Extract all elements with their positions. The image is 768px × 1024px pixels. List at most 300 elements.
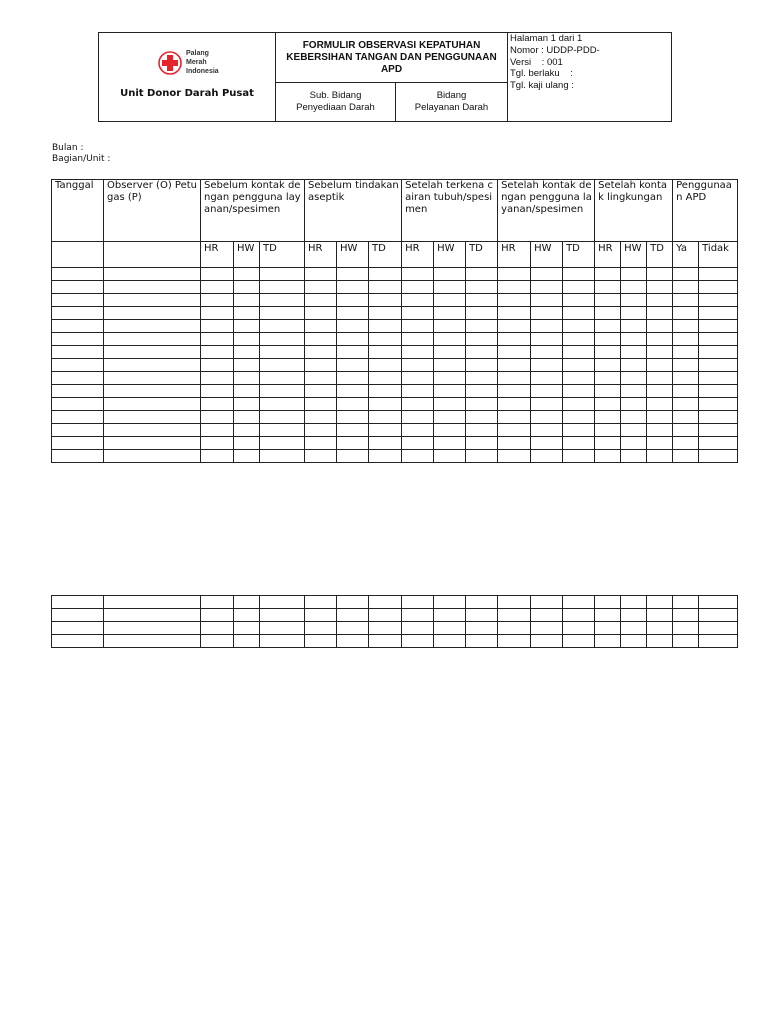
entry-cell[interactable] (260, 596, 305, 609)
entry-cell[interactable] (595, 622, 621, 635)
entry-cell[interactable] (595, 596, 621, 609)
entry-cell[interactable] (595, 450, 621, 463)
entry-cell[interactable] (305, 398, 337, 411)
entry-cell[interactable] (201, 281, 234, 294)
entry-cell[interactable] (498, 437, 531, 450)
entry-cell[interactable] (673, 385, 699, 398)
entry-cell[interactable] (234, 268, 260, 281)
entry-cell[interactable] (104, 307, 201, 320)
entry-cell[interactable] (498, 424, 531, 437)
entry-cell[interactable] (52, 437, 104, 450)
entry-cell[interactable] (466, 385, 498, 398)
entry-cell[interactable] (498, 320, 531, 333)
entry-cell[interactable] (595, 437, 621, 450)
entry-cell[interactable] (402, 450, 434, 463)
entry-cell[interactable] (52, 268, 104, 281)
entry-cell[interactable] (699, 622, 738, 635)
entry-cell[interactable] (621, 635, 647, 648)
entry-cell[interactable] (498, 294, 531, 307)
entry-cell[interactable] (647, 372, 673, 385)
entry-cell[interactable] (201, 294, 234, 307)
entry-cell[interactable] (104, 596, 201, 609)
entry-cell[interactable] (699, 437, 738, 450)
entry-cell[interactable] (434, 411, 466, 424)
entry-cell[interactable] (104, 635, 201, 648)
entry-cell[interactable] (531, 346, 563, 359)
entry-cell[interactable] (434, 424, 466, 437)
entry-cell[interactable] (337, 268, 369, 281)
entry-cell[interactable] (563, 596, 595, 609)
entry-cell[interactable] (531, 450, 563, 463)
entry-cell[interactable] (466, 307, 498, 320)
entry-cell[interactable] (673, 281, 699, 294)
entry-cell[interactable] (337, 281, 369, 294)
entry-cell[interactable] (647, 398, 673, 411)
entry-cell[interactable] (673, 359, 699, 372)
entry-cell[interactable] (234, 372, 260, 385)
entry-cell[interactable] (52, 372, 104, 385)
entry-cell[interactable] (337, 320, 369, 333)
entry-cell[interactable] (673, 424, 699, 437)
entry-cell[interactable] (104, 281, 201, 294)
entry-cell[interactable] (699, 346, 738, 359)
entry-cell[interactable] (260, 450, 305, 463)
entry-cell[interactable] (673, 450, 699, 463)
entry-cell[interactable] (595, 333, 621, 346)
entry-cell[interactable] (498, 450, 531, 463)
entry-cell[interactable] (621, 320, 647, 333)
entry-cell[interactable] (104, 372, 201, 385)
entry-cell[interactable] (498, 268, 531, 281)
entry-cell[interactable] (434, 372, 466, 385)
entry-cell[interactable] (52, 359, 104, 372)
entry-cell[interactable] (104, 294, 201, 307)
entry-cell[interactable] (498, 385, 531, 398)
entry-cell[interactable] (673, 635, 699, 648)
entry-cell[interactable] (699, 320, 738, 333)
entry-cell[interactable] (402, 294, 434, 307)
entry-cell[interactable] (369, 320, 402, 333)
entry-cell[interactable] (305, 268, 337, 281)
entry-cell[interactable] (337, 622, 369, 635)
entry-cell[interactable] (699, 635, 738, 648)
entry-cell[interactable] (369, 281, 402, 294)
entry-cell[interactable] (104, 622, 201, 635)
entry-cell[interactable] (337, 307, 369, 320)
entry-cell[interactable] (104, 385, 201, 398)
entry-cell[interactable] (402, 385, 434, 398)
entry-cell[interactable] (104, 411, 201, 424)
entry-cell[interactable] (52, 411, 104, 424)
entry-cell[interactable] (673, 294, 699, 307)
entry-cell[interactable] (104, 346, 201, 359)
entry-cell[interactable] (369, 622, 402, 635)
entry-cell[interactable] (647, 609, 673, 622)
entry-cell[interactable] (699, 268, 738, 281)
entry-cell[interactable] (201, 372, 234, 385)
entry-cell[interactable] (498, 307, 531, 320)
entry-cell[interactable] (563, 411, 595, 424)
entry-cell[interactable] (531, 622, 563, 635)
entry-cell[interactable] (305, 307, 337, 320)
entry-cell[interactable] (673, 320, 699, 333)
entry-cell[interactable] (234, 346, 260, 359)
entry-cell[interactable] (369, 372, 402, 385)
entry-cell[interactable] (621, 372, 647, 385)
entry-cell[interactable] (234, 437, 260, 450)
entry-cell[interactable] (369, 307, 402, 320)
entry-cell[interactable] (621, 450, 647, 463)
entry-cell[interactable] (369, 398, 402, 411)
entry-cell[interactable] (595, 320, 621, 333)
entry-cell[interactable] (466, 359, 498, 372)
entry-cell[interactable] (402, 398, 434, 411)
entry-cell[interactable] (104, 268, 201, 281)
entry-cell[interactable] (337, 333, 369, 346)
entry-cell[interactable] (260, 333, 305, 346)
entry-cell[interactable] (647, 307, 673, 320)
entry-cell[interactable] (402, 333, 434, 346)
entry-cell[interactable] (466, 424, 498, 437)
entry-cell[interactable] (52, 424, 104, 437)
entry-cell[interactable] (621, 268, 647, 281)
entry-cell[interactable] (621, 411, 647, 424)
entry-cell[interactable] (369, 294, 402, 307)
entry-cell[interactable] (234, 635, 260, 648)
entry-cell[interactable] (595, 268, 621, 281)
entry-cell[interactable] (234, 385, 260, 398)
entry-cell[interactable] (647, 622, 673, 635)
entry-cell[interactable] (337, 294, 369, 307)
entry-cell[interactable] (260, 372, 305, 385)
entry-cell[interactable] (369, 450, 402, 463)
entry-cell[interactable] (531, 635, 563, 648)
entry-cell[interactable] (466, 320, 498, 333)
entry-cell[interactable] (647, 320, 673, 333)
entry-cell[interactable] (531, 411, 563, 424)
entry-cell[interactable] (305, 450, 337, 463)
entry-cell[interactable] (595, 411, 621, 424)
entry-cell[interactable] (402, 411, 434, 424)
entry-cell[interactable] (260, 281, 305, 294)
entry-cell[interactable] (305, 320, 337, 333)
entry-cell[interactable] (531, 596, 563, 609)
entry-cell[interactable] (621, 346, 647, 359)
entry-cell[interactable] (647, 635, 673, 648)
entry-cell[interactable] (260, 437, 305, 450)
entry-cell[interactable] (498, 372, 531, 385)
entry-cell[interactable] (52, 450, 104, 463)
entry-cell[interactable] (201, 346, 234, 359)
entry-cell[interactable] (699, 359, 738, 372)
entry-cell[interactable] (673, 437, 699, 450)
entry-cell[interactable] (498, 359, 531, 372)
entry-cell[interactable] (647, 359, 673, 372)
entry-cell[interactable] (434, 333, 466, 346)
entry-cell[interactable] (305, 372, 337, 385)
entry-cell[interactable] (498, 622, 531, 635)
entry-cell[interactable] (260, 307, 305, 320)
entry-cell[interactable] (498, 596, 531, 609)
entry-cell[interactable] (402, 268, 434, 281)
entry-cell[interactable] (621, 294, 647, 307)
entry-cell[interactable] (52, 346, 104, 359)
entry-cell[interactable] (434, 346, 466, 359)
entry-cell[interactable] (402, 307, 434, 320)
entry-cell[interactable] (201, 398, 234, 411)
entry-cell[interactable] (621, 437, 647, 450)
entry-cell[interactable] (699, 609, 738, 622)
entry-cell[interactable] (699, 385, 738, 398)
entry-cell[interactable] (52, 622, 104, 635)
entry-cell[interactable] (104, 398, 201, 411)
entry-cell[interactable] (52, 307, 104, 320)
entry-cell[interactable] (104, 333, 201, 346)
entry-cell[interactable] (260, 609, 305, 622)
entry-cell[interactable] (337, 635, 369, 648)
entry-cell[interactable] (305, 385, 337, 398)
entry-cell[interactable] (305, 609, 337, 622)
entry-cell[interactable] (498, 398, 531, 411)
entry-cell[interactable] (563, 450, 595, 463)
entry-cell[interactable] (52, 385, 104, 398)
entry-cell[interactable] (434, 596, 466, 609)
entry-cell[interactable] (337, 437, 369, 450)
entry-cell[interactable] (531, 424, 563, 437)
entry-cell[interactable] (305, 437, 337, 450)
entry-cell[interactable] (104, 320, 201, 333)
entry-cell[interactable] (434, 385, 466, 398)
entry-cell[interactable] (234, 622, 260, 635)
entry-cell[interactable] (595, 385, 621, 398)
entry-cell[interactable] (201, 437, 234, 450)
entry-cell[interactable] (337, 346, 369, 359)
entry-cell[interactable] (402, 622, 434, 635)
entry-cell[interactable] (647, 596, 673, 609)
entry-cell[interactable] (563, 307, 595, 320)
entry-cell[interactable] (595, 424, 621, 437)
entry-cell[interactable] (595, 635, 621, 648)
entry-cell[interactable] (595, 359, 621, 372)
entry-cell[interactable] (466, 281, 498, 294)
entry-cell[interactable] (621, 398, 647, 411)
entry-cell[interactable] (434, 320, 466, 333)
entry-cell[interactable] (104, 424, 201, 437)
entry-cell[interactable] (369, 596, 402, 609)
entry-cell[interactable] (305, 596, 337, 609)
entry-cell[interactable] (647, 294, 673, 307)
entry-cell[interactable] (563, 372, 595, 385)
entry-cell[interactable] (673, 333, 699, 346)
entry-cell[interactable] (305, 333, 337, 346)
entry-cell[interactable] (699, 424, 738, 437)
entry-cell[interactable] (434, 294, 466, 307)
entry-cell[interactable] (595, 307, 621, 320)
entry-cell[interactable] (563, 281, 595, 294)
entry-cell[interactable] (337, 424, 369, 437)
entry-cell[interactable] (260, 359, 305, 372)
entry-cell[interactable] (260, 294, 305, 307)
entry-cell[interactable] (260, 268, 305, 281)
entry-cell[interactable] (466, 635, 498, 648)
entry-cell[interactable] (563, 437, 595, 450)
entry-cell[interactable] (498, 346, 531, 359)
entry-cell[interactable] (52, 596, 104, 609)
entry-cell[interactable] (699, 596, 738, 609)
entry-cell[interactable] (369, 609, 402, 622)
entry-cell[interactable] (201, 609, 234, 622)
entry-cell[interactable] (434, 622, 466, 635)
entry-cell[interactable] (531, 281, 563, 294)
entry-cell[interactable] (563, 294, 595, 307)
entry-cell[interactable] (402, 596, 434, 609)
entry-cell[interactable] (647, 385, 673, 398)
entry-cell[interactable] (531, 372, 563, 385)
entry-cell[interactable] (466, 609, 498, 622)
entry-cell[interactable] (673, 346, 699, 359)
entry-cell[interactable] (305, 622, 337, 635)
entry-cell[interactable] (699, 333, 738, 346)
entry-cell[interactable] (337, 385, 369, 398)
entry-cell[interactable] (234, 596, 260, 609)
entry-cell[interactable] (647, 437, 673, 450)
entry-cell[interactable] (498, 333, 531, 346)
entry-cell[interactable] (260, 398, 305, 411)
entry-cell[interactable] (531, 609, 563, 622)
entry-cell[interactable] (621, 333, 647, 346)
entry-cell[interactable] (337, 596, 369, 609)
entry-cell[interactable] (595, 372, 621, 385)
entry-cell[interactable] (402, 372, 434, 385)
entry-cell[interactable] (260, 635, 305, 648)
entry-cell[interactable] (305, 294, 337, 307)
entry-cell[interactable] (673, 609, 699, 622)
entry-cell[interactable] (201, 450, 234, 463)
entry-cell[interactable] (234, 424, 260, 437)
entry-cell[interactable] (434, 307, 466, 320)
entry-cell[interactable] (402, 281, 434, 294)
entry-cell[interactable] (673, 411, 699, 424)
entry-cell[interactable] (201, 622, 234, 635)
entry-cell[interactable] (234, 294, 260, 307)
entry-cell[interactable] (621, 424, 647, 437)
entry-cell[interactable] (673, 622, 699, 635)
entry-cell[interactable] (337, 609, 369, 622)
entry-cell[interactable] (52, 333, 104, 346)
entry-cell[interactable] (104, 437, 201, 450)
entry-cell[interactable] (201, 359, 234, 372)
entry-cell[interactable] (531, 333, 563, 346)
entry-cell[interactable] (260, 320, 305, 333)
entry-cell[interactable] (595, 281, 621, 294)
entry-cell[interactable] (402, 609, 434, 622)
entry-cell[interactable] (699, 411, 738, 424)
entry-cell[interactable] (104, 450, 201, 463)
entry-cell[interactable] (531, 320, 563, 333)
entry-cell[interactable] (466, 411, 498, 424)
entry-cell[interactable] (201, 385, 234, 398)
entry-cell[interactable] (337, 411, 369, 424)
entry-cell[interactable] (699, 450, 738, 463)
entry-cell[interactable] (201, 333, 234, 346)
entry-cell[interactable] (621, 359, 647, 372)
entry-cell[interactable] (369, 385, 402, 398)
entry-cell[interactable] (647, 268, 673, 281)
entry-cell[interactable] (531, 268, 563, 281)
entry-cell[interactable] (402, 346, 434, 359)
entry-cell[interactable] (647, 450, 673, 463)
entry-cell[interactable] (234, 281, 260, 294)
entry-cell[interactable] (647, 333, 673, 346)
entry-cell[interactable] (563, 346, 595, 359)
entry-cell[interactable] (260, 424, 305, 437)
entry-cell[interactable] (466, 596, 498, 609)
entry-cell[interactable] (260, 385, 305, 398)
entry-cell[interactable] (369, 346, 402, 359)
entry-cell[interactable] (563, 609, 595, 622)
entry-cell[interactable] (305, 281, 337, 294)
entry-cell[interactable] (52, 398, 104, 411)
entry-cell[interactable] (466, 346, 498, 359)
entry-cell[interactable] (563, 635, 595, 648)
entry-cell[interactable] (647, 411, 673, 424)
entry-cell[interactable] (466, 398, 498, 411)
entry-cell[interactable] (466, 372, 498, 385)
entry-cell[interactable] (52, 294, 104, 307)
entry-cell[interactable] (201, 635, 234, 648)
entry-cell[interactable] (337, 450, 369, 463)
entry-cell[interactable] (369, 437, 402, 450)
entry-cell[interactable] (699, 281, 738, 294)
entry-cell[interactable] (621, 281, 647, 294)
entry-cell[interactable] (621, 307, 647, 320)
entry-cell[interactable] (434, 609, 466, 622)
entry-cell[interactable] (595, 346, 621, 359)
entry-cell[interactable] (466, 294, 498, 307)
entry-cell[interactable] (305, 346, 337, 359)
entry-cell[interactable] (337, 359, 369, 372)
entry-cell[interactable] (234, 320, 260, 333)
entry-cell[interactable] (369, 268, 402, 281)
entry-cell[interactable] (673, 398, 699, 411)
entry-cell[interactable] (673, 372, 699, 385)
entry-cell[interactable] (305, 424, 337, 437)
entry-cell[interactable] (563, 359, 595, 372)
entry-cell[interactable] (201, 307, 234, 320)
entry-cell[interactable] (673, 307, 699, 320)
entry-cell[interactable] (621, 609, 647, 622)
entry-cell[interactable] (52, 281, 104, 294)
entry-cell[interactable] (402, 424, 434, 437)
entry-cell[interactable] (531, 307, 563, 320)
entry-cell[interactable] (234, 333, 260, 346)
entry-cell[interactable] (466, 333, 498, 346)
entry-cell[interactable] (434, 450, 466, 463)
entry-cell[interactable] (201, 411, 234, 424)
entry-cell[interactable] (234, 398, 260, 411)
entry-cell[interactable] (466, 622, 498, 635)
entry-cell[interactable] (201, 268, 234, 281)
entry-cell[interactable] (434, 398, 466, 411)
entry-cell[interactable] (563, 320, 595, 333)
entry-cell[interactable] (563, 268, 595, 281)
entry-cell[interactable] (595, 294, 621, 307)
entry-cell[interactable] (531, 437, 563, 450)
entry-cell[interactable] (52, 635, 104, 648)
entry-cell[interactable] (498, 635, 531, 648)
entry-cell[interactable] (260, 622, 305, 635)
entry-cell[interactable] (234, 359, 260, 372)
